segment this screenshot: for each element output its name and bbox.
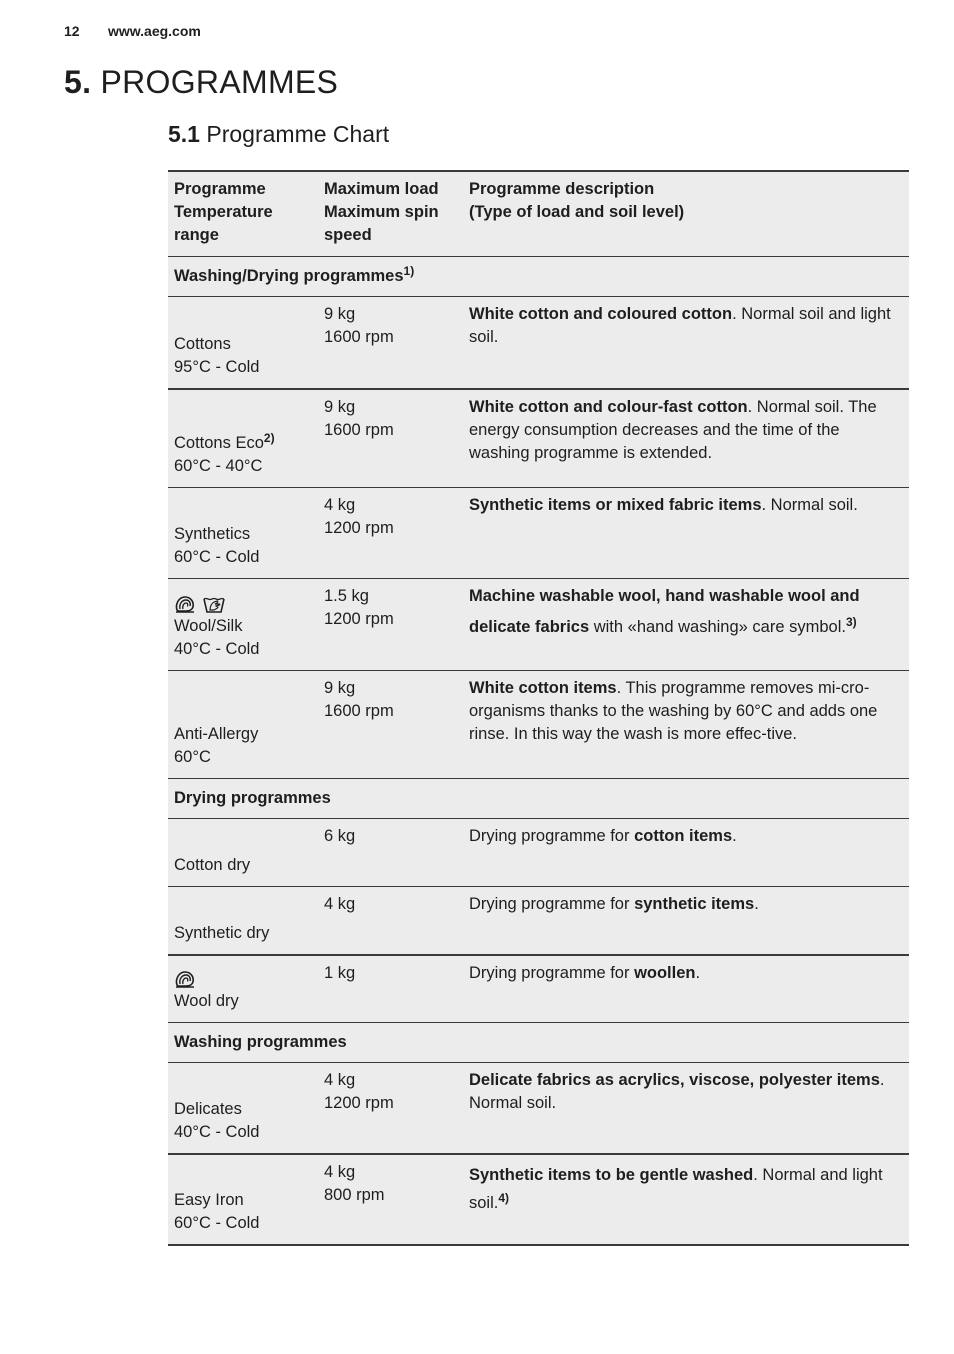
hand-wash-icon [203,594,225,614]
section-row-washing-drying: Washing/Drying programmes$^{1)}$ [168,257,909,297]
programme-name: Easy Iron 60°C - Cold [168,1154,324,1245]
programme-description: Delicate fabrics as acrylics, viscose, polyester items. Normal soil. [469,1063,909,1154]
programme-load: 9 kg 1600 rpm [324,389,469,488]
table-row [168,671,909,779]
programme-name: Cottons 95°C - Cold [168,297,324,389]
table-row [168,579,909,671]
section-title-text: Programme Chart [206,121,390,147]
table-row [168,488,909,579]
programme-description: White cotton items. This programme removes mi-cro-organisms thanks to the washing by 60°C and adds one rinse. In this way the wash is more effec-tive. [469,671,909,779]
page-header [64,23,201,39]
programme-description: Synthetic items or mixed fabric items. Normal soil. [469,488,909,579]
programme-name: Wool/Silk 40°C - Cold [168,579,324,671]
programme-description: White cotton and colour-fast cotton. Normal soil. The energy consumption decreases and the time of the washing programme is extended. [469,389,909,488]
chapter-number: 5. [64,64,92,100]
programme-load: 9 kg 1600 rpm [324,671,469,779]
programme-load: 4 kg 1200 rpm [324,488,469,579]
programme-load: 4 kg 800 rpm [324,1154,469,1245]
programme-load: 1 kg [324,955,469,1023]
table-row [168,1154,909,1245]
section-row-drying: Drying programmes [168,779,909,819]
programme-load: 4 kg [324,887,469,955]
care-symbols [174,966,324,990]
programme-description: Drying programme for woollen. [469,955,909,1023]
programme-chart [168,170,909,1246]
programme-name: Anti-Allergy 60°C [168,671,324,779]
chapter-title-text: PROGRAMMES [100,64,339,100]
wool-icon [174,969,196,989]
table-header-row [168,171,909,257]
table-row [168,297,909,389]
table-row [168,1063,909,1154]
wool-icon [174,594,196,614]
programme-load: 9 kg 1600 rpm [324,297,469,389]
col-header-programme: Programme Temperature range [168,171,324,257]
programme-load: 6 kg [324,819,469,887]
programme-description: Drying programme for synthetic items. [469,887,909,955]
programme-load: 1.5 kg 1200 rpm [324,579,469,671]
programme-description: White cotton and coloured cotton. Normal soil and light soil. [469,297,909,389]
page-number: 12 [64,23,80,39]
programme-name: Cottons Eco$^{2)}$ 60°C - 40°C [168,389,324,488]
col-header-load: Maximum load Maximum spin speed [324,171,469,257]
programme-name: Delicates 40°C - Cold [168,1063,324,1154]
col-header-description: Programme description (Type of load and soil level) [469,171,909,257]
website-url: www.aeg.com [108,23,201,39]
programme-name: Synthetic dry [168,887,324,955]
table-row [168,819,909,887]
section-title [168,121,389,148]
programme-name: Wool dry [168,955,324,1023]
chapter-title [64,64,338,101]
programme-description: Drying programme for cotton items. [469,819,909,887]
programme-description: Machine washable wool, hand washable wool and delicate fabrics with «hand washing» care symbol.$^{3)}$ [469,579,909,671]
section-row-washing: Washing programmes [168,1023,909,1063]
programme-name: Cotton dry [168,819,324,887]
table-row [168,389,909,488]
table-row [168,955,909,1023]
programme-name: Synthetics 60°C - Cold [168,488,324,579]
table-row [168,887,909,955]
programme-load: 4 kg 1200 rpm [324,1063,469,1154]
section-number: 5.1 [168,121,200,147]
programme-description: Synthetic items to be gentle washed. Normal and light soil.$^{4)}$ [469,1154,909,1245]
care-symbols [174,591,324,615]
